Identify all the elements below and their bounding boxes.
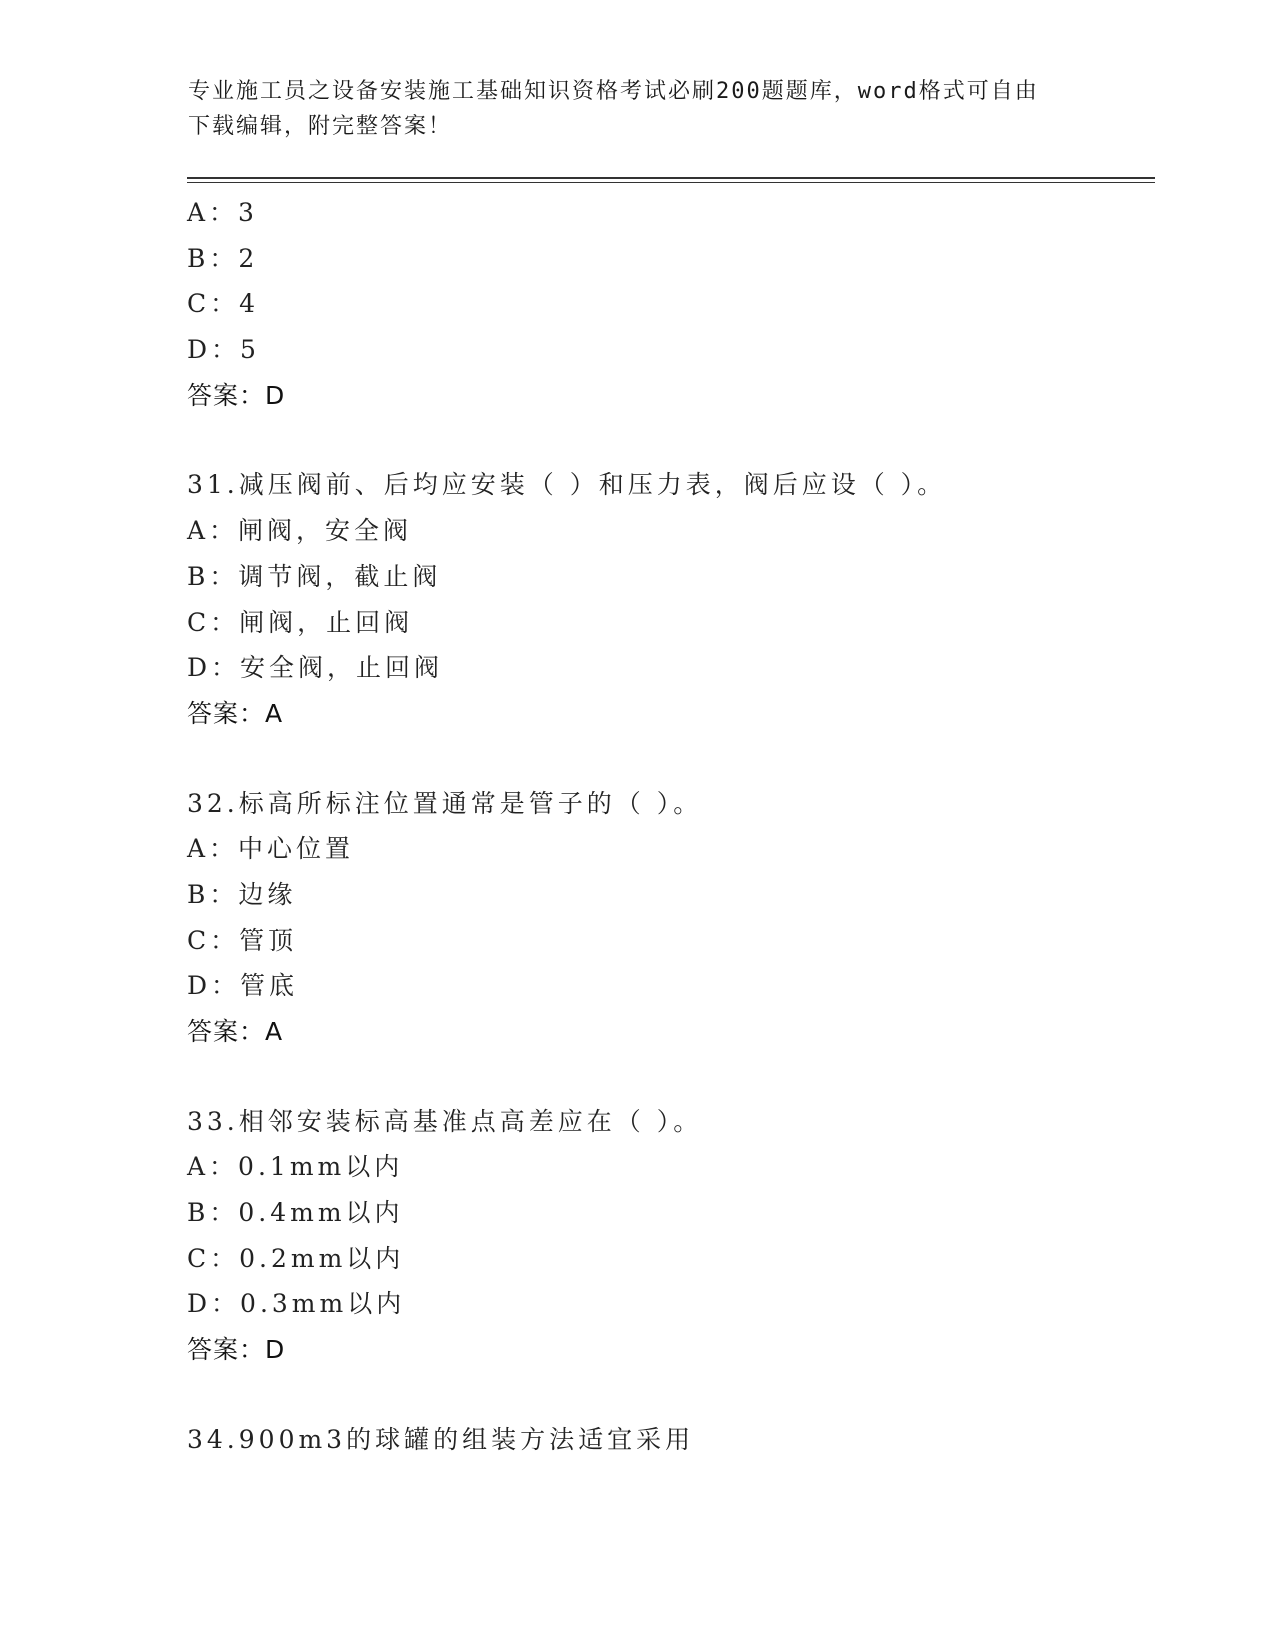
question-partial bbox=[187, 190, 1155, 418]
option-d: D：5 bbox=[187, 335, 260, 365]
question-34 bbox=[187, 1417, 1155, 1463]
option-a: A：中心位置 bbox=[187, 834, 355, 864]
question-31 bbox=[187, 462, 1155, 736]
header-divider-thick bbox=[187, 177, 1155, 179]
answer-line: 答案：A bbox=[187, 1017, 284, 1046]
option-b: B：0.4mm以内 bbox=[187, 1198, 404, 1228]
option-c: C：闸阀，止回阀 bbox=[187, 607, 414, 637]
answer-line: 答案：D bbox=[187, 1335, 286, 1365]
header-divider-thin bbox=[187, 182, 1155, 183]
option-b: B：边缘 bbox=[187, 879, 297, 909]
option-a: A：闸阀，安全阀 bbox=[187, 516, 413, 546]
option-c: C：0.2mm以内 bbox=[187, 1243, 405, 1273]
option-d: D：0.3mm以内 bbox=[187, 1289, 406, 1319]
option-c: C：4 bbox=[187, 289, 260, 319]
question-text: 31.减压阀前、后均应安装（ ）和压力表，阀后应设（ ）。 bbox=[187, 470, 947, 500]
option-d: D：安全阀，止回阀 bbox=[187, 653, 444, 683]
document-header bbox=[188, 74, 1088, 144]
question-text: 34.900m3的球罐的组装方法适宜采用 bbox=[187, 1424, 695, 1454]
question-text: 32.标高所标注位置通常是管子的（ ）。 bbox=[187, 788, 703, 818]
header-line-1: 专业施工员之设备安装施工基础知识资格考试必刷200题题库，word格式可自由 bbox=[188, 79, 1039, 104]
option-b: B：调节阀，截止阀 bbox=[187, 561, 442, 591]
question-33 bbox=[187, 1099, 1155, 1373]
option-b: B：2 bbox=[187, 243, 259, 273]
option-a: A：3 bbox=[187, 198, 258, 227]
option-c: C：管顶 bbox=[187, 925, 298, 955]
header-line-2: 下载编辑，附完整答案！ bbox=[188, 114, 453, 139]
option-a: A：0.1mm以内 bbox=[187, 1152, 404, 1182]
question-text: 33.相邻安装标高基准点高差应在（ ）。 bbox=[187, 1106, 703, 1136]
answer-line: 答案：D bbox=[187, 380, 286, 410]
question-list bbox=[187, 190, 1155, 1463]
question-32 bbox=[187, 781, 1155, 1055]
answer-line: 答案：A bbox=[187, 698, 284, 728]
option-d: D：管底 bbox=[187, 971, 299, 1001]
